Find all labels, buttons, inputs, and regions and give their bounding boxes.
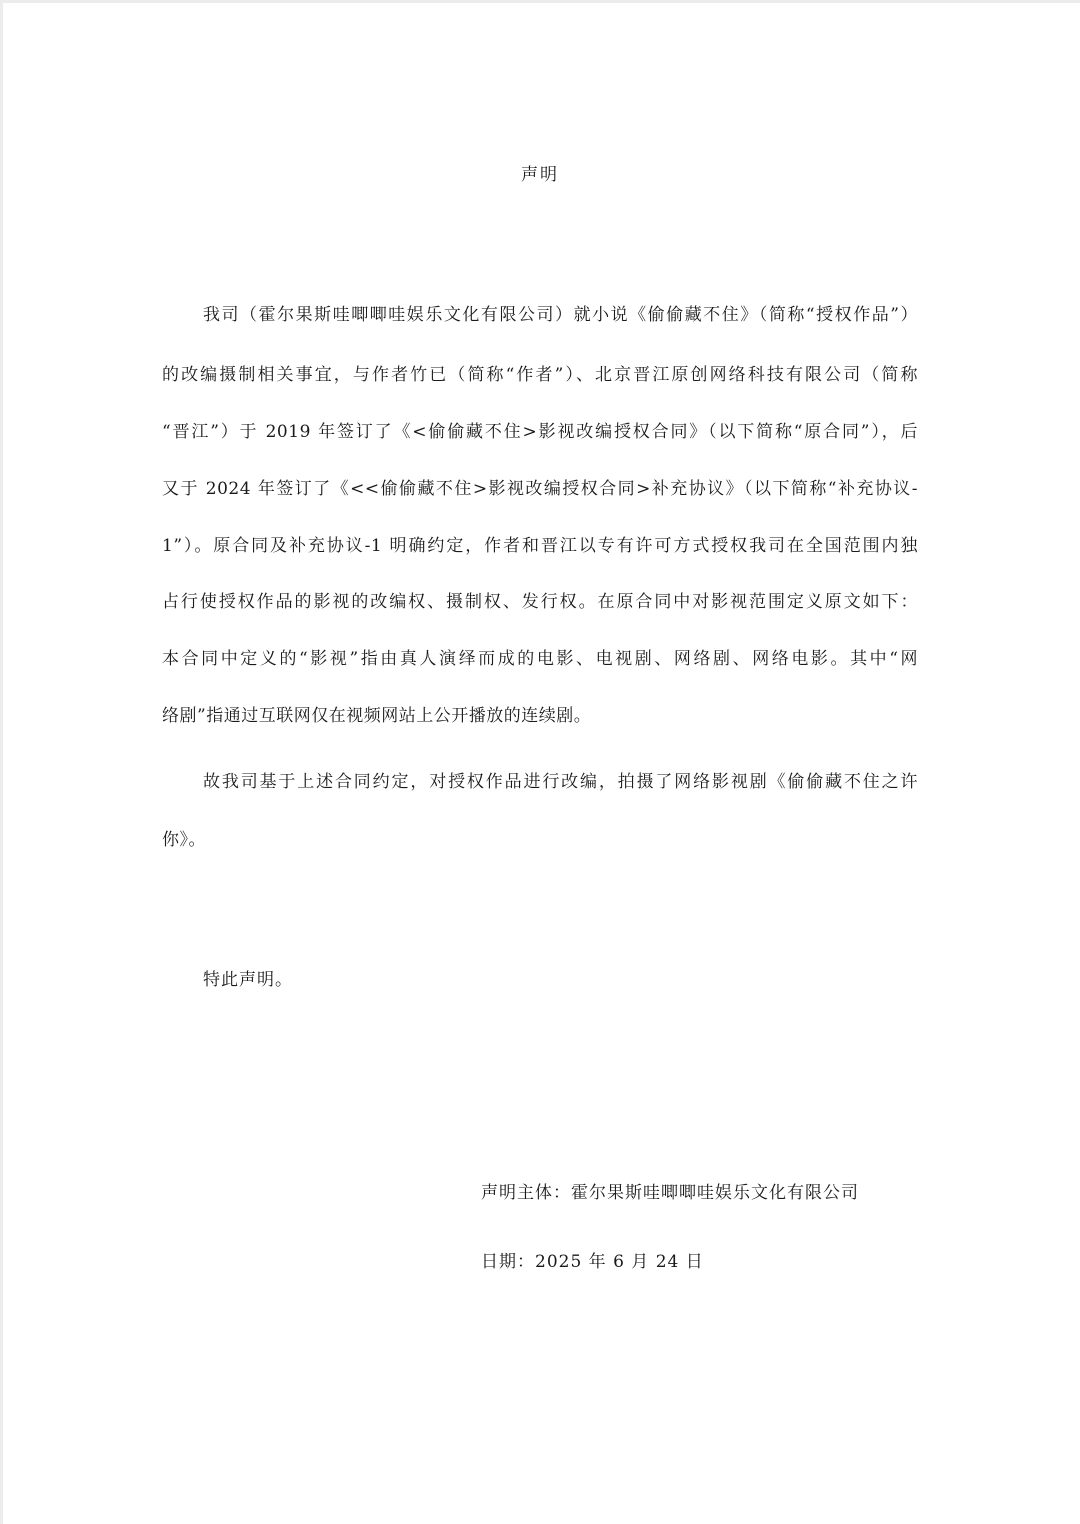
paragraph-line: 你》。 — [162, 830, 206, 850]
paragraph-line: 1”）。原合同及补充协议-1 明确约定，作者和晋江以专有许可方式授权我司在全国范围内独 — [162, 536, 918, 556]
paragraph-line: 故我司基于上述合同约定，对授权作品进行改编，拍摄了网络影视剧《偷偷藏不住之许 — [203, 772, 918, 792]
document-title: 声明 — [521, 165, 559, 185]
paragraph-line: 我司（霍尔果斯哇唧唧哇娱乐文化有限公司）就小说《偷偷藏不住》（简称“授权作品”） — [203, 305, 918, 325]
closing-statement: 特此声明。 — [203, 970, 293, 990]
paragraph-line: 又于 2024 年签订了《<<偷偷藏不住>影视改编授权合同>补充协议》（以下简称“补充协议- — [162, 479, 918, 499]
paragraph-line: 络剧”指通过互联网仅在视频网站上公开播放的连续剧。 — [162, 706, 592, 726]
paragraph-line: 的改编摄制相关事宜，与作者竹已（简称“作者”）、北京晋江原创网络科技有限公司（简称 — [162, 365, 918, 385]
date-line: 日期：2025 年 6 月 24 日 — [481, 1252, 704, 1272]
paragraph-line: 占行使授权作品的影视的改编权、摄制权、发行权。在原合同中对影视范围定义原文如下： — [162, 592, 918, 612]
paragraph-line: “晋江”）于 2019 年签订了《<偷偷藏不住>影视改编授权合同》（以下简称“原合同”），后 — [162, 422, 918, 442]
issuer-line: 声明主体：霍尔果斯哇唧唧哇娱乐文化有限公司 — [481, 1183, 859, 1203]
paragraph-line: 本合同中定义的“影视”指由真人演绎而成的电影、电视剧、网络剧、网络电影。其中“网 — [162, 649, 918, 669]
